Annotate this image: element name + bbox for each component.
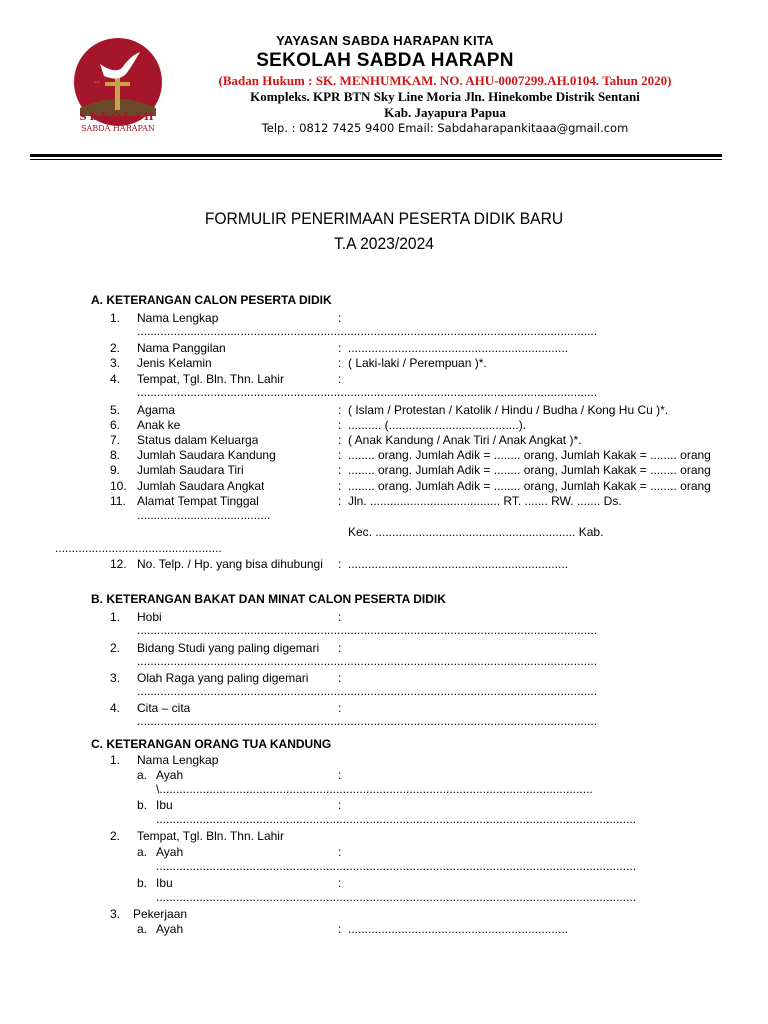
item-number: 6. xyxy=(110,418,121,432)
item-number: 1. xyxy=(110,610,121,624)
alamat-kec-line[interactable]: Kec. ............................................................ Kab. xyxy=(348,525,604,539)
colon: : xyxy=(338,418,342,432)
colon: : xyxy=(338,356,342,370)
colon: : xyxy=(338,403,342,417)
field-fill-line[interactable]: ................................................................................................................................................ xyxy=(156,890,637,904)
colon: : xyxy=(338,557,342,571)
colon: : xyxy=(338,876,342,890)
field-label: Jumlah Saudara Angkat xyxy=(137,479,265,493)
field-fill-line[interactable]: \.................................................................................................................................. xyxy=(156,782,593,796)
section-c-heading: C. KETERANGAN ORANG TUA KANDUNG xyxy=(91,737,332,751)
item-number: 11. xyxy=(110,494,126,508)
colon: : xyxy=(338,494,342,508)
field-value[interactable]: ........ orang. Jumlah Adik = ........ orang, Jumlah Kakak = ........ orang xyxy=(348,463,711,477)
colon: : xyxy=(338,845,342,859)
yayasan-name: YAYASAN SABDA HARAPAN KITA xyxy=(276,33,494,48)
section-a-heading: A. KETERANGAN CALON PESERTA DIDIK xyxy=(91,293,332,307)
school-name: SEKOLAH SABDA HARAPN xyxy=(256,50,514,71)
field-value[interactable]: Jln. ....................................... RT. ....... RW. ....... Ds. xyxy=(348,494,622,508)
colon: : xyxy=(338,463,342,477)
field-label: Nama Panggilan xyxy=(137,341,226,355)
field-label: Jenis Kelamin xyxy=(137,356,212,370)
field-label: Olah Raga yang paling digemari xyxy=(137,671,309,685)
field-fill-line[interactable]: .......................................................................................................................................... xyxy=(137,623,598,637)
field-label: Nama Lengkap xyxy=(137,311,219,325)
colon: : xyxy=(338,798,342,812)
field-label: Ayah xyxy=(156,768,184,782)
logo-text-bottom: SABDA HARAPAN xyxy=(81,124,155,133)
field-fill-line[interactable]: ................................................................................................................................................ xyxy=(156,859,637,873)
field-fill-line[interactable]: .......................................................................................................................................... xyxy=(137,684,598,698)
field-label: Ibu xyxy=(156,876,173,890)
field-label: Jumlah Saudara Tiri xyxy=(137,463,244,477)
item-number: 2. xyxy=(110,829,121,843)
field-label: Cita – cita xyxy=(137,701,191,715)
item-number: 7. xyxy=(110,433,121,447)
item-number: 4. xyxy=(110,372,121,386)
field-label: Jumlah Saudara Kandung xyxy=(137,448,276,462)
sub-letter: a. xyxy=(137,768,148,782)
form-title: FORMULIR PENERIMAAN PESERTA DIDIK BARU xyxy=(204,209,564,228)
field-value[interactable]: ( Anak Kandung / Anak Tiri / Anak Angkat )*. xyxy=(348,433,582,447)
colon: : xyxy=(338,641,342,655)
field-fill-line[interactable]: .......................................................................................................................................... xyxy=(137,385,598,399)
form-year: T.A 2023/2024 xyxy=(333,234,435,253)
field-value[interactable]: ........ orang. Jumlah Adik = ........ orang, Jumlah Kakak = ........ orang xyxy=(348,448,711,462)
address-line: Kompleks. KPR BTN Sky Line Moria Jln. Hinekombe Distrik Sentani xyxy=(250,89,640,104)
colon: : xyxy=(338,671,342,685)
colon: : xyxy=(338,479,342,493)
sub-letter: b. xyxy=(137,798,148,812)
field-fill-line[interactable]: .......................................................................................................................................... xyxy=(137,714,598,728)
field-value[interactable]: .................................................................. xyxy=(348,922,569,936)
field-label: Tempat, Tgl. Bln. Thn. Lahir xyxy=(137,829,284,843)
item-number: 2. xyxy=(110,341,121,355)
kabupaten-line: Kab. Jayapura Papua xyxy=(384,105,506,120)
field-value[interactable]: .................................................................. xyxy=(348,557,569,571)
field-label: No. Telp. / Hp. yang bisa dihubungi xyxy=(137,557,323,571)
field-fill-line[interactable]: ................................................................................................................................................ xyxy=(156,812,637,826)
section-b-heading: B. KETERANGAN BAKAT DAN MINAT CALON PESERTA DIDIK xyxy=(91,592,446,606)
item-number: 1. xyxy=(110,753,121,767)
field-label: Ayah xyxy=(156,922,184,936)
field-label: Alamat Tempat Tinggal xyxy=(137,494,259,508)
colon: : xyxy=(338,922,342,936)
field-label: Anak ke xyxy=(137,418,181,432)
item-number: 2. xyxy=(110,641,121,655)
logo-text-top: SEKOLAH xyxy=(79,112,157,123)
field-label: Nama Lengkap xyxy=(137,753,219,767)
header-divider-thick xyxy=(30,154,722,157)
alamat-kab-fill-line[interactable]: .................................................. xyxy=(55,541,222,555)
colon: : xyxy=(338,372,342,386)
header-divider-thin xyxy=(30,159,722,160)
contact-line: Telp. : 0812 7425 9400 Email: Sabdaharapankitaaa@gmail.com xyxy=(261,121,629,135)
colon: : xyxy=(338,311,342,325)
field-label: Pekerjaan xyxy=(133,907,188,921)
field-value[interactable]: .......... (.......................................). xyxy=(348,418,527,432)
field-label: Hobi xyxy=(137,610,162,624)
item-number: 3. xyxy=(110,671,121,685)
sub-letter: b. xyxy=(137,876,148,890)
colon: : xyxy=(338,701,342,715)
field-label: Ibu xyxy=(156,798,173,812)
colon: : xyxy=(338,433,342,447)
field-value[interactable]: ........ orang. Jumlah Adik = ........ orang, Jumlah Kakak = ........ orang xyxy=(348,479,711,493)
item-number: 3. xyxy=(110,356,121,370)
colon: : xyxy=(338,341,342,355)
colon: : xyxy=(338,610,342,624)
sub-letter: a. xyxy=(137,922,148,936)
field-label: Agama xyxy=(137,403,176,417)
field-label: Ayah xyxy=(156,845,184,859)
field-fill-line[interactable]: ........................................ xyxy=(137,508,271,522)
field-value[interactable]: .................................................................. xyxy=(348,341,569,355)
sub-letter: a. xyxy=(137,845,148,859)
field-fill-line[interactable]: .......................................................................................................................................... xyxy=(137,324,598,338)
item-number: 5. xyxy=(110,403,121,417)
field-label: Bidang Studi yang paling digemari xyxy=(137,641,320,655)
item-number: 4. xyxy=(110,701,121,715)
item-number: 12. xyxy=(110,557,127,571)
colon: : xyxy=(338,768,342,782)
item-number: 3. xyxy=(110,907,121,921)
field-value[interactable]: ( Islam / Protestan / Katolik / Hindu / Budha / Kong Hu Cu )*. xyxy=(348,403,669,417)
item-number: 9. xyxy=(110,463,121,477)
item-number: 10. xyxy=(110,479,127,493)
field-value[interactable]: ( Laki-laki / Perempuan )*. xyxy=(348,356,487,370)
item-number: 1. xyxy=(110,311,121,325)
item-number: 8. xyxy=(110,448,121,462)
badan-hukum: (Badan Hukum : SK. MENHUMKAM. NO. AHU-0007299.AH.0104. Tahun 2020) xyxy=(218,73,672,88)
field-label: Tempat, Tgl. Bln. Thn. Lahir xyxy=(137,372,284,386)
svg-text:⋯: ⋯ xyxy=(94,79,100,86)
field-fill-line[interactable]: .......................................................................................................................................... xyxy=(137,654,598,668)
field-label: Status dalam Keluarga xyxy=(137,433,259,447)
colon: : xyxy=(338,448,342,462)
